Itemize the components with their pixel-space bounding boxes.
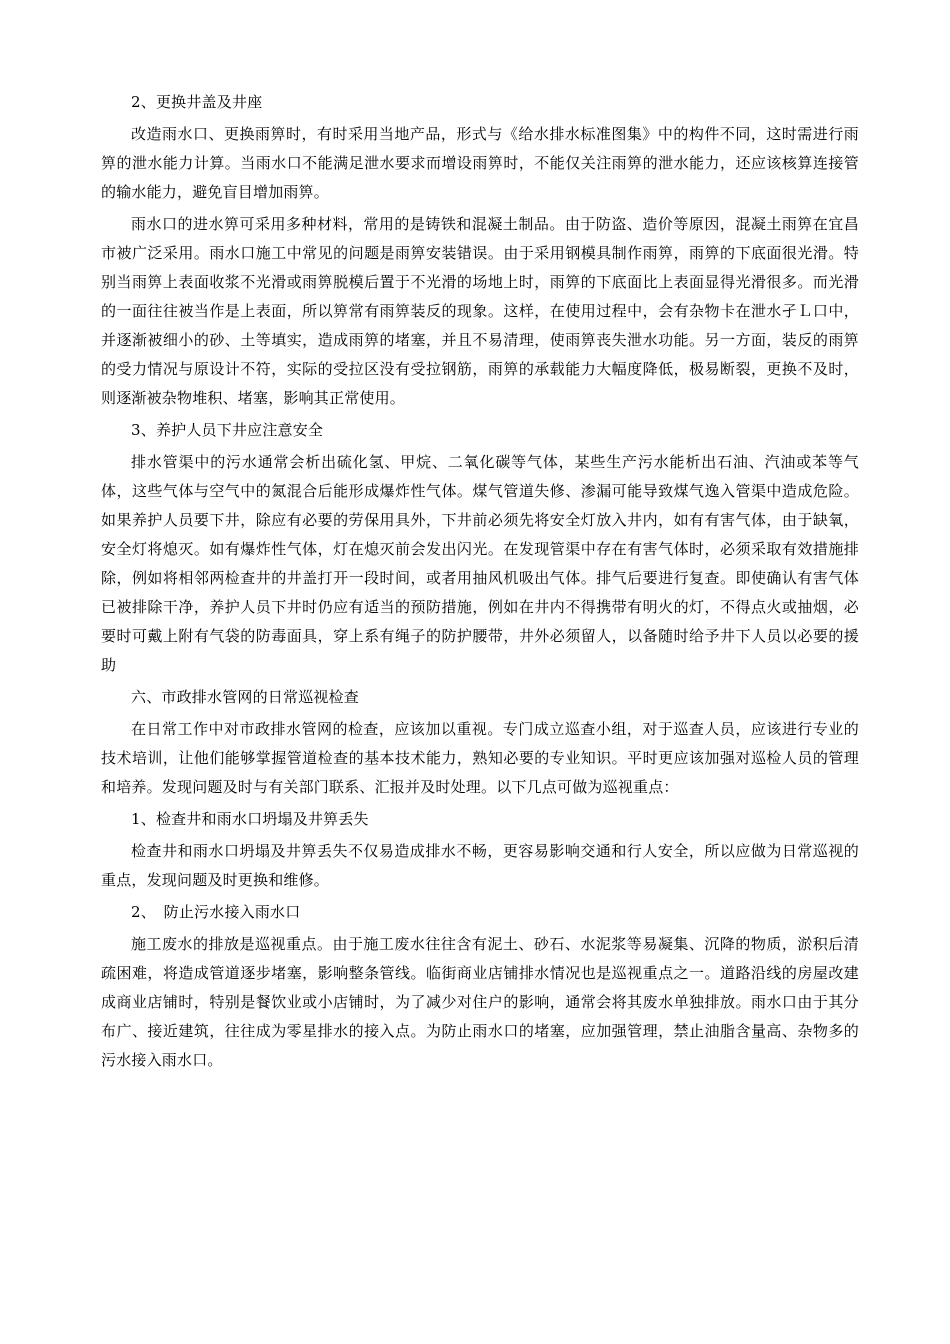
document-body — [101, 88, 859, 1078]
paragraph-inspection-team: 在日常工作中对市政排水管网的检查，应该加以重视。专门成立巡查小组，对于巡查人员，应该进行专业的技术培训，让他们能够掌握管道检查的基本技术能力，熟知必要的专业知识。平时更应该加强对巡检人员的管理和培养。发现问题及时与有关部门联系、汇报并及时处理。以下几点可做为巡视重点： — [101, 720, 859, 796]
paragraph-grate-materials: 雨水口的进水箅可采用多种材料，常用的是铸铁和混凝土制品。由于防盗、造价等原因，混凝土雨箅在宜昌市被广泛采用。雨水口施工中常见的问题是雨箅安装错误。由于采用钢模具制作雨箅，雨箅的下底面很光滑。特别当雨箅上表面收浆不光滑或雨箅脱模后置于不光滑的场地上时，雨箅的下底面比上表面显得光滑很多。而光滑的一面往往被当作是上表面，所以箅常有雨箅装反的现象。这样，在使用过程中，会有杂物卡在泄水孑Ｌ口中，并逐渐被细小的砂、土等填实，造成雨箅的堵塞，并且不易清理，使雨箅丧失泄水功能。另一方面，装反的雨箅的受力情况与原设计不符，实际的受拉区没有受拉钢筋，雨箅的承载能力大幅度降低，极易断裂，更换不及时，则逐渐被杂物堆积、堵塞，影响其正常使用。 — [101, 215, 859, 407]
paragraph-grate-capacity: 改造雨水口、更换雨箅时，有时采用当地产品，形式与《给水排水标准图集》中的构件不同，这时需进行雨箅的泄水能力计算。当雨水口不能满足泄水要求而增设雨箅时，不能仅关注雨箅的泄水能力，还应该核算连接管的输水能力，避免盲目增加雨箅。 — [101, 125, 859, 201]
section-heading-worker-safety: 3、养护人员下井应注意安全 — [131, 421, 324, 439]
section-heading-daily-inspection: 六、市政排水管网的日常巡视检查 — [131, 688, 360, 706]
section-heading-sewage-prevention: 2、 防止污水接入雨水口 — [131, 903, 301, 921]
paragraph-gas-safety: 排水管渠中的污水通常会析出硫化氢、甲烷、二氧化碳等气体，某些生产污水能析出石油、汽油或苯等气体，这些气体与空气中的氮混合后能形成爆炸性气体。煤气管道失修、渗漏可能导致煤气逸入管渠中造成危险。如果养护人员要下井，除应有必要的劳保用具外，下井前必须先将安全灯放入井内，如有有害气体，由于缺氧，安全灯将熄灭。如有爆炸性气体，灯在熄灭前会发出闪光。在发现管渠中存在有害气体时，必须采取有效措施排除，例如将相邻两检查井的井盖打开一段时间，或者用抽风机吸出气体。排气后要进行复查。即使确认有害气体已被排除干净，养护人员下井时仍应有适当的预防措施，例如在井内不得携带有明火的灯，不得点火或抽烟，必要时可戴上附有气袋的防毒面具，穿上系有绳子的防护腰带，井外必须留人，以备随时给予井下人员以必要的援助 — [101, 453, 859, 674]
paragraph-collapse-check: 检查井和雨水口坍塌及井箅丢失不仅易造成排水不畅，更容易影响交通和行人安全，所以应做为日常巡视的重点，发现问题及时更换和维修。 — [101, 842, 859, 889]
paragraph-sewage-prevention: 施工废水的排放是巡视重点。由于施工废水往往含有泥土、砂石、水泥浆等易凝集、沉降的物质，淤积后清疏困难，将造成管道逐步堵塞，影响整条管线。临街商业店铺排水情况也是巡视重点之一。道路沿线的房屋改建成商业店铺时，特别是餐饮业或小店铺时，为了减少对住户的影响，通常会将其废水单独排放。雨水口由于其分布广、接近建筑，往往成为零星排水的接入点。为防止雨水口的堵塞，应加强管理，禁止油脂含量高、杂物多的污水接入雨水口。 — [101, 935, 859, 1069]
section-heading-replace-cover: 2、更换井盖及井座 — [131, 93, 263, 111]
section-heading-collapse-check: 1、检查井和雨水口坍塌及井箅丢失 — [131, 810, 369, 828]
